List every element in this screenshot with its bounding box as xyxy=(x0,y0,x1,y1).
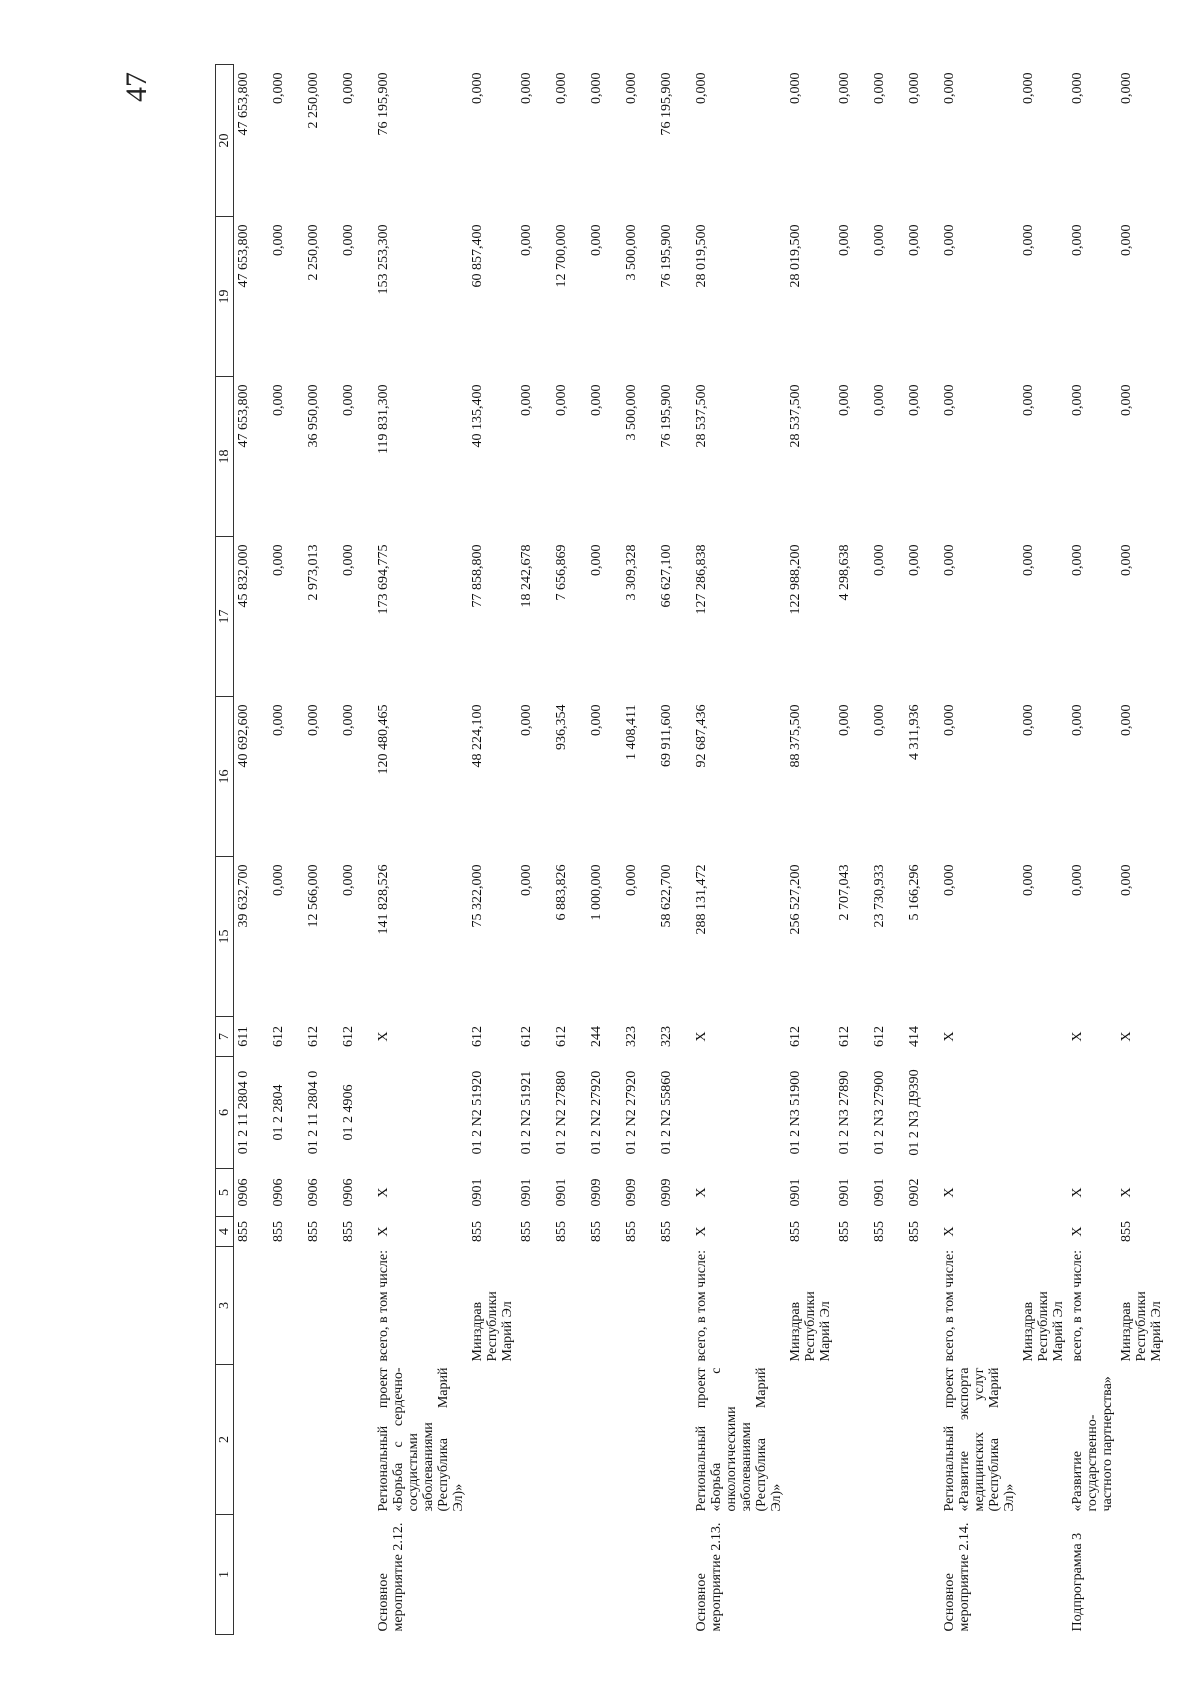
table-cell: 0,000 xyxy=(942,704,957,736)
table-cell: Х xyxy=(694,1187,709,1198)
table-cell: 855 xyxy=(341,1221,356,1242)
table-cell: Х xyxy=(1070,1187,1085,1198)
table-cell: 77 858,800 xyxy=(470,544,485,608)
table-cell: 92 687,436 xyxy=(694,704,709,768)
table-cell: 3 500,000 xyxy=(624,224,639,281)
table-cell: 01 2 N2 51920 xyxy=(470,1070,485,1155)
table-cell xyxy=(304,1515,339,1635)
table-cell: Подпрограмма 3 xyxy=(1070,1532,1085,1632)
header-cell: 3 xyxy=(216,1247,234,1365)
table-cell: 0,000 xyxy=(942,72,957,104)
table-cell xyxy=(622,1515,657,1635)
table-cell: 855 xyxy=(470,1221,485,1242)
table-row xyxy=(587,65,622,1635)
table-cell: 0901 xyxy=(470,1178,485,1207)
table-cell: Х xyxy=(1070,1031,1085,1042)
table-cell: 0,000 xyxy=(837,704,852,736)
table-cell xyxy=(786,1365,835,1515)
table-cell: 0,000 xyxy=(519,864,534,896)
table-cell: 0,000 xyxy=(1070,864,1085,896)
table-row xyxy=(657,65,692,1635)
table-cell: 76 195,900 xyxy=(659,224,674,288)
table-cell xyxy=(870,1247,905,1365)
table-cell: 1 000,000 xyxy=(589,864,604,921)
table-row xyxy=(552,65,587,1635)
table-cell xyxy=(905,1247,940,1365)
table-cell: 0901 xyxy=(872,1178,887,1207)
table-cell: Минздрав Республики Марий Эл xyxy=(470,1291,515,1362)
table-cell: 855 xyxy=(837,1221,852,1242)
table-cell xyxy=(587,1247,622,1365)
table-cell: 612 xyxy=(341,1026,356,1047)
table-cell: 855 xyxy=(907,1221,922,1242)
rotated-table-container xyxy=(215,65,1164,1635)
table-cell: 0,000 xyxy=(341,704,356,736)
table-row xyxy=(1068,65,1117,1635)
table-cell: 0,000 xyxy=(519,384,534,416)
table-cell: 0906 xyxy=(341,1178,356,1207)
table-row xyxy=(1019,65,1068,1635)
table-cell: 2 250,000 xyxy=(306,224,321,281)
table-cell xyxy=(1019,1217,1068,1247)
table-cell: Х xyxy=(376,1226,391,1237)
table-cell: 0902 xyxy=(907,1178,922,1207)
table-cell: 01 2 11 2804 0 xyxy=(236,1070,251,1155)
table-row xyxy=(339,65,374,1635)
table-cell: 0,000 xyxy=(942,864,957,896)
table-cell: 855 xyxy=(519,1221,534,1242)
header-cell: 19 xyxy=(216,217,234,377)
table-cell: 01 2 N3 51900 xyxy=(788,1070,803,1155)
table-cell: Х xyxy=(942,1031,957,1042)
table-cell: 855 xyxy=(306,1221,321,1242)
table-cell: 0,000 xyxy=(1021,72,1036,104)
table-cell: 141 828,526 xyxy=(376,864,391,935)
table-cell: 60 857,400 xyxy=(470,224,485,288)
table-cell: 23 730,933 xyxy=(872,864,887,928)
table-cell: 0,000 xyxy=(589,224,604,256)
table-cell: 0909 xyxy=(589,1178,604,1207)
table-cell: 0,000 xyxy=(1070,704,1085,736)
table-cell: всего, в том числе: xyxy=(376,1250,391,1362)
table-cell xyxy=(835,1365,870,1515)
table-cell: 01 2 11 2804 0 xyxy=(306,1070,321,1155)
table-cell xyxy=(269,1247,304,1365)
table-cell xyxy=(1068,1057,1117,1169)
table-cell xyxy=(940,1057,1019,1169)
table-cell: 0,000 xyxy=(907,72,922,104)
table-row xyxy=(835,65,870,1635)
table-cell: 76 195,900 xyxy=(659,384,674,448)
table-cell: 0909 xyxy=(624,1178,639,1207)
table-cell xyxy=(1019,1017,1068,1057)
page-number: 47 xyxy=(120,72,153,102)
table-cell: 855 xyxy=(554,1221,569,1242)
table-cell: 0,000 xyxy=(1021,864,1036,896)
table-cell xyxy=(374,1057,468,1169)
table-cell: 612 xyxy=(271,1026,286,1047)
table-cell: 01 2 N2 55860 xyxy=(659,1070,674,1155)
table-cell: Региональный проект «Борьба с онкологическими заболеваниями (Республика Марий Эл)» xyxy=(694,1367,784,1512)
table-cell: 0,000 xyxy=(519,72,534,104)
header-cell: 20 xyxy=(216,65,234,217)
table-cell xyxy=(1019,1169,1068,1217)
table-cell xyxy=(1117,1365,1200,1515)
table-cell: 88 375,500 xyxy=(788,704,803,768)
table-cell: 855 xyxy=(589,1221,604,1242)
table-cell: 1 408,411 xyxy=(624,704,639,760)
table-cell: 0,000 xyxy=(1070,544,1085,576)
table-cell: 119 831,300 xyxy=(376,384,391,454)
table-cell: 323 xyxy=(659,1026,674,1047)
table-cell: 0,000 xyxy=(1021,704,1036,736)
header-cell: 1 xyxy=(216,1515,234,1635)
table-cell: 0,000 xyxy=(554,384,569,416)
table-cell: 0,000 xyxy=(872,224,887,256)
table-cell xyxy=(657,1515,692,1635)
table-cell xyxy=(1019,1365,1068,1515)
table-body xyxy=(234,65,1200,1635)
table-cell: 2 707,043 xyxy=(837,864,852,921)
table-cell: 0906 xyxy=(271,1178,286,1207)
header-row xyxy=(216,65,234,1635)
table-cell: 0,000 xyxy=(470,72,485,104)
table-cell: 0,000 xyxy=(907,544,922,576)
table-cell: 127 286,838 xyxy=(694,544,709,615)
table-cell: 01 2 N2 27880 xyxy=(554,1070,569,1155)
table-cell: Х xyxy=(1119,1187,1134,1198)
table-cell: 47 653,800 xyxy=(236,224,251,288)
table-row xyxy=(692,65,786,1635)
table-cell xyxy=(468,1515,517,1635)
table-row xyxy=(374,65,468,1635)
table-cell: 69 911,600 xyxy=(659,704,674,767)
table-cell: 0,000 xyxy=(1119,224,1134,256)
table-cell xyxy=(1117,1515,1200,1635)
table-cell: 0,000 xyxy=(788,72,803,104)
table-cell: 0,000 xyxy=(942,384,957,416)
table-cell: Х xyxy=(376,1187,391,1198)
table-cell: 2 973,013 xyxy=(306,544,321,601)
table-cell: 0901 xyxy=(837,1178,852,1207)
table-cell: Х xyxy=(1119,1031,1134,1042)
table-cell: 173 694,775 xyxy=(376,544,391,615)
table-cell: 0,000 xyxy=(554,72,569,104)
table-cell: Минздрав Республики Марий Эл xyxy=(1021,1291,1066,1362)
table-cell: Региональный проект «Развитие экспорта медицинских услуг (Республика Марий Эл)» xyxy=(942,1367,1017,1512)
table-cell: «Развитие государственно-частного партнерства» xyxy=(1070,1376,1115,1512)
table-cell: 855 xyxy=(788,1221,803,1242)
table-cell: 612 xyxy=(554,1026,569,1047)
table-cell: 40 692,600 xyxy=(236,704,251,768)
table-cell: 3 500,000 xyxy=(624,384,639,441)
table-cell: 0,000 xyxy=(942,544,957,576)
table-cell: 28 537,500 xyxy=(694,384,709,448)
table-cell: 01 2 N3 27890 xyxy=(837,1070,852,1155)
table-cell: Х xyxy=(1070,1226,1085,1237)
financing-table xyxy=(215,64,1200,1635)
table-cell: 66 627,100 xyxy=(659,544,674,608)
table-cell: 47 653,800 xyxy=(236,384,251,448)
table-cell: 612 xyxy=(788,1026,803,1047)
table-cell: 0,000 xyxy=(1021,384,1036,416)
table-row xyxy=(269,65,304,1635)
table-cell: Х xyxy=(942,1187,957,1198)
table-cell xyxy=(339,1365,374,1515)
table-cell: Х xyxy=(376,1031,391,1042)
header-cell: 18 xyxy=(216,377,234,537)
table-cell: Региональный проект «Борьба с сердечно-сосудистыми заболеваниями (Республика Марий Эл)» xyxy=(376,1367,466,1512)
table-cell xyxy=(692,1057,786,1169)
table-cell: 414 xyxy=(907,1026,922,1047)
table-cell xyxy=(1019,1057,1068,1169)
table-cell xyxy=(339,1247,374,1365)
table-cell xyxy=(587,1515,622,1635)
table-cell: 12 566,000 xyxy=(306,864,321,928)
table-cell: 4 298,638 xyxy=(837,544,852,601)
table-cell: 0,000 xyxy=(872,384,887,416)
table-cell: 0,000 xyxy=(271,224,286,256)
table-cell: 01 2 N2 27920 xyxy=(624,1070,639,1155)
table-cell: 855 xyxy=(1119,1221,1134,1242)
table-cell: 0,000 xyxy=(341,864,356,896)
table-cell: 0,000 xyxy=(589,704,604,736)
table-cell: 76 195,900 xyxy=(376,72,391,136)
table-cell: 58 622,700 xyxy=(659,864,674,928)
header-cell: 2 xyxy=(216,1365,234,1515)
table-cell: 2 250,000 xyxy=(306,72,321,129)
table-cell: 28 019,500 xyxy=(788,224,803,288)
table-cell: Основное мероприятие 2.14. xyxy=(942,1522,972,1632)
table-cell: 01 2 N3 27900 xyxy=(872,1070,887,1155)
table-cell: 612 xyxy=(872,1026,887,1047)
header-cell: 17 xyxy=(216,537,234,697)
table-cell: всего, в том числе: xyxy=(694,1250,709,1362)
table-row xyxy=(517,65,552,1635)
table-cell: 0,000 xyxy=(872,544,887,576)
table-cell: 0,000 xyxy=(341,544,356,576)
table-cell: 256 527,200 xyxy=(788,864,803,935)
table-row xyxy=(468,65,517,1635)
table-cell xyxy=(234,1247,270,1365)
header-cell: 15 xyxy=(216,857,234,1017)
table-cell: 0,000 xyxy=(589,72,604,104)
table-row xyxy=(622,65,657,1635)
table-cell: 01 2 2804 xyxy=(271,1084,286,1141)
table-cell xyxy=(622,1365,657,1515)
table-cell: всего, в том числе: xyxy=(1070,1250,1085,1362)
table-cell xyxy=(1019,1515,1068,1635)
table-cell: 0901 xyxy=(519,1178,534,1207)
table-cell: 01 2 N2 27920 xyxy=(589,1070,604,1155)
table-cell: 0,000 xyxy=(907,384,922,416)
table-cell: 612 xyxy=(837,1026,852,1047)
table-cell: 76 195,900 xyxy=(659,72,674,136)
table-cell: 0,000 xyxy=(1021,224,1036,256)
table-cell xyxy=(1117,1057,1200,1169)
table-cell xyxy=(552,1247,587,1365)
table-cell: 0,000 xyxy=(1119,72,1134,104)
table-cell xyxy=(269,1515,304,1635)
table-cell: 244 xyxy=(589,1026,604,1047)
table-row xyxy=(905,65,940,1635)
table-cell: 01 2 N3 Д9390 xyxy=(907,1069,922,1156)
table-row xyxy=(940,65,1019,1635)
table-cell: 855 xyxy=(236,1221,251,1242)
table-cell: 0,000 xyxy=(271,384,286,416)
table-cell: 0,000 xyxy=(837,72,852,104)
table-cell xyxy=(552,1515,587,1635)
table-cell xyxy=(517,1365,552,1515)
table-cell: 5 166,296 xyxy=(907,864,922,921)
table-cell: 0901 xyxy=(554,1178,569,1207)
table-cell: Х xyxy=(942,1226,957,1237)
table-cell: 153 253,300 xyxy=(376,224,391,295)
table-cell: Основное мероприятие 2.13. xyxy=(694,1522,724,1632)
table-cell xyxy=(517,1247,552,1365)
header-cell: 4 xyxy=(216,1217,234,1247)
table-cell xyxy=(786,1515,835,1635)
table-cell: 855 xyxy=(624,1221,639,1242)
table-cell xyxy=(835,1515,870,1635)
table-cell xyxy=(657,1247,692,1365)
table-cell: 0909 xyxy=(659,1178,674,1207)
table-cell xyxy=(587,1365,622,1515)
table-cell: 01 2 N2 51921 xyxy=(519,1070,534,1155)
table-cell: 39 632,700 xyxy=(236,864,251,928)
table-cell: 936,354 xyxy=(554,704,569,750)
table-cell: 612 xyxy=(306,1026,321,1047)
table-cell: 0,000 xyxy=(1070,72,1085,104)
table-cell: 0,000 xyxy=(589,384,604,416)
table-row xyxy=(304,65,339,1635)
table-cell: 28 537,500 xyxy=(788,384,803,448)
table-cell xyxy=(468,1365,517,1515)
table-cell: 0,000 xyxy=(271,544,286,576)
table-cell: 7 656,869 xyxy=(554,544,569,601)
table-cell xyxy=(622,1247,657,1365)
table-cell: 0,000 xyxy=(306,704,321,736)
table-cell: 0,000 xyxy=(271,704,286,736)
table-cell: 612 xyxy=(519,1026,534,1047)
table-cell xyxy=(234,1515,270,1635)
table-cell: 0,000 xyxy=(271,72,286,104)
table-cell: 0906 xyxy=(236,1178,251,1207)
table-cell: 01 2 4906 xyxy=(341,1084,356,1141)
table-cell: 0,000 xyxy=(589,544,604,576)
table-cell: 612 xyxy=(470,1026,485,1047)
table-row xyxy=(786,65,835,1635)
table-cell: 40 135,400 xyxy=(470,384,485,448)
table-cell: 0906 xyxy=(306,1178,321,1207)
table-cell: 4 311,936 xyxy=(907,704,922,760)
table-cell: 0,000 xyxy=(872,72,887,104)
table-cell: Х xyxy=(694,1031,709,1042)
header-cell: 7 xyxy=(216,1017,234,1057)
table-cell: 45 832,000 xyxy=(236,544,251,608)
table-cell: 0,000 xyxy=(1119,384,1134,416)
table-row xyxy=(1117,65,1200,1635)
table-cell: 0,000 xyxy=(694,72,709,104)
table-cell: 0,000 xyxy=(341,224,356,256)
header-cell: 5 xyxy=(216,1169,234,1217)
table-cell: Минздрав Республики Марий Эл xyxy=(788,1291,833,1362)
table-cell: 855 xyxy=(271,1221,286,1242)
table-cell: 6 883,826 xyxy=(554,864,569,921)
table-cell xyxy=(234,1365,270,1515)
table-cell: 288 131,472 xyxy=(694,864,709,935)
table-cell: 28 019,500 xyxy=(694,224,709,288)
table-cell: 122 988,200 xyxy=(788,544,803,615)
table-cell: 323 xyxy=(624,1026,639,1047)
table-cell: 855 xyxy=(872,1221,887,1242)
table-cell xyxy=(269,1365,304,1515)
table-cell: 611 xyxy=(236,1026,251,1047)
table-cell: 0,000 xyxy=(1119,704,1134,736)
table-cell: 48 224,100 xyxy=(470,704,485,768)
table-cell: 0,000 xyxy=(837,224,852,256)
table-cell: 0,000 xyxy=(1119,544,1134,576)
table-cell xyxy=(835,1247,870,1365)
table-cell: Основное мероприятие 2.12. xyxy=(376,1522,406,1632)
table-header xyxy=(216,65,234,1635)
table-cell: всего, в том числе: xyxy=(942,1250,957,1362)
table-cell: Х xyxy=(694,1226,709,1237)
table-cell: 0,000 xyxy=(1070,384,1085,416)
table-cell xyxy=(517,1515,552,1635)
table-cell: 0,000 xyxy=(1119,864,1134,896)
table-cell: 36 950,000 xyxy=(306,384,321,448)
table-cell xyxy=(304,1247,339,1365)
table-cell: 855 xyxy=(659,1221,674,1242)
table-cell: 0,000 xyxy=(1021,544,1036,576)
table-row xyxy=(234,65,270,1635)
table-cell: 47 653,800 xyxy=(236,72,251,136)
table-cell: 0,000 xyxy=(341,72,356,104)
table-cell xyxy=(657,1365,692,1515)
table-cell: 3 309,328 xyxy=(624,544,639,601)
table-cell: Минздрав Республики Марий Эл xyxy=(1119,1291,1164,1362)
table-cell xyxy=(905,1365,940,1515)
table-cell xyxy=(552,1365,587,1515)
table-cell: 0,000 xyxy=(519,704,534,736)
header-cell: 16 xyxy=(216,697,234,857)
table-cell xyxy=(870,1365,905,1515)
table-cell: 0,000 xyxy=(942,224,957,256)
table-cell: 0,000 xyxy=(271,864,286,896)
table-cell: 0901 xyxy=(788,1178,803,1207)
table-cell xyxy=(339,1515,374,1635)
table-cell xyxy=(870,1515,905,1635)
table-cell: 18 242,678 xyxy=(519,544,534,608)
table-cell xyxy=(905,1515,940,1635)
table-cell: 0,000 xyxy=(341,384,356,416)
table-row xyxy=(870,65,905,1635)
table-cell: 12 700,000 xyxy=(554,224,569,288)
table-cell: 75 322,000 xyxy=(470,864,485,928)
table-cell: 120 480,465 xyxy=(376,704,391,775)
table-cell xyxy=(304,1365,339,1515)
table-cell: 0,000 xyxy=(1070,224,1085,256)
table-cell: 0,000 xyxy=(624,864,639,896)
table-cell: 0,000 xyxy=(872,704,887,736)
table-cell: 0,000 xyxy=(519,224,534,256)
table-cell: 0,000 xyxy=(624,72,639,104)
header-cell: 6 xyxy=(216,1057,234,1169)
table-cell: 0,000 xyxy=(907,224,922,256)
table-cell: 0,000 xyxy=(837,384,852,416)
